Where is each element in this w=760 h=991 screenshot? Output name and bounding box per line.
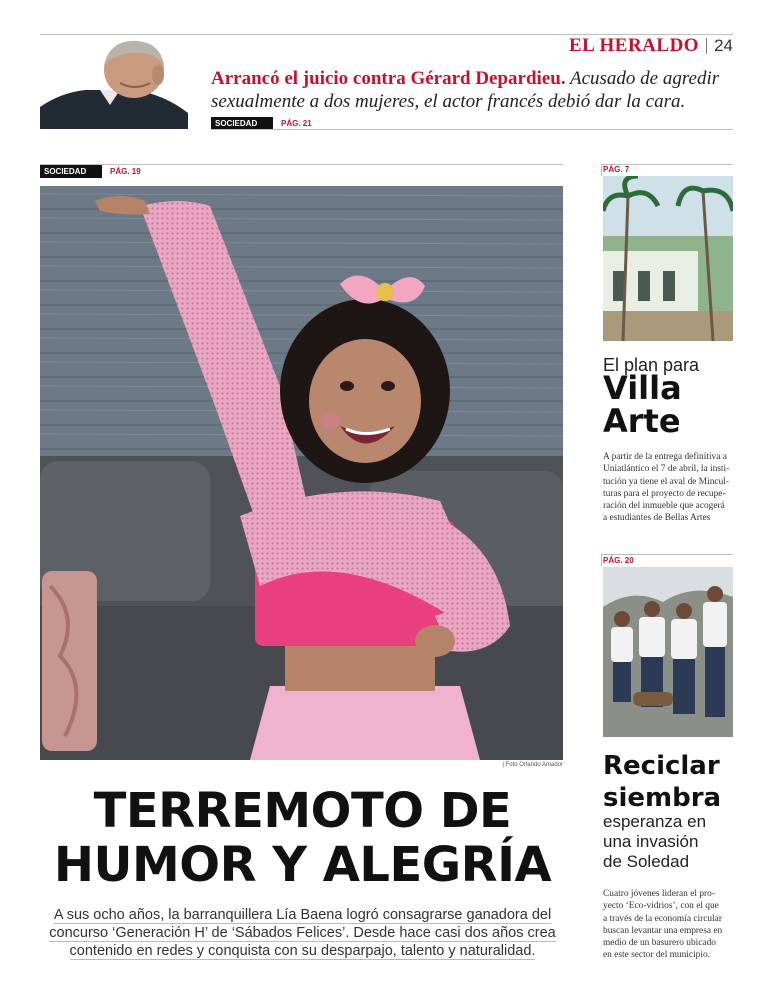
side2-body-line: yecto ‘Eco-vidrios’, con el que bbox=[603, 901, 719, 912]
teaser-tag-row bbox=[211, 117, 312, 129]
teaser-section-tag[interactable]: SOCIEDAD bbox=[211, 117, 273, 130]
side1-title[interactable] bbox=[603, 369, 682, 440]
side1-title-line-2: Arte bbox=[603, 402, 681, 440]
deck-line-3: contenido en redes y conquista con su desparpajo, talento y naturalidad. bbox=[69, 943, 536, 959]
main-section-tag[interactable]: SOCIEDAD bbox=[40, 165, 102, 178]
side2-sub-line-1: esperanza en bbox=[603, 812, 707, 831]
building-with-palms-photo-icon bbox=[603, 176, 733, 341]
side2-page-ref[interactable]: PÁG. 20 bbox=[603, 556, 634, 565]
side2-body-line: Cuatro jóvenes lideran el pro- bbox=[603, 889, 715, 899]
teaser-text[interactable] bbox=[211, 67, 736, 113]
side2-body-line: a través de la economía circular bbox=[603, 913, 722, 924]
side1-body-line: A partir de la entrega definitiva a bbox=[603, 452, 727, 462]
side1-title-line-1: Villa bbox=[603, 369, 682, 407]
teaser-headline[interactable]: Arrancó el juicio contra Gérard Depardieu. bbox=[211, 68, 566, 89]
headline-line-1: TERREMOTO DE bbox=[93, 783, 512, 839]
deck-line-2: concurso ‘Generación H’ de ‘Sábados Felices’. Desde hace casi dos años crea bbox=[49, 925, 556, 941]
side-rule-left-2 bbox=[601, 554, 602, 566]
teaser-page-ref[interactable]: PÁG. 21 bbox=[281, 118, 312, 128]
main-photo[interactable] bbox=[40, 186, 563, 760]
man-portrait-photo-icon bbox=[40, 35, 188, 129]
side1-body-line: a estudiantes de Bellas Artes bbox=[603, 513, 711, 524]
side1-body-line: ración del inmueble que acogerá bbox=[603, 501, 725, 512]
page-number: 24 bbox=[714, 36, 733, 55]
side1-page-ref[interactable]: PÁG. 7 bbox=[603, 165, 630, 174]
photo-credit: | Foto Orlando Amador bbox=[502, 762, 563, 768]
side2-sub-line-2: una invasión bbox=[603, 832, 699, 851]
main-page-ref[interactable]: PÁG. 19 bbox=[110, 166, 141, 176]
main-deck bbox=[45, 906, 560, 960]
deck-line-1: A sus ocho años, la barranquillera Lía Baena logró consagrarse ganadora del bbox=[53, 907, 552, 923]
young-men-landfill-photo-icon bbox=[603, 567, 733, 737]
masthead-separator bbox=[706, 38, 707, 54]
teaser-rule bbox=[211, 129, 733, 130]
main-tag-row bbox=[40, 165, 141, 177]
side1-body-line: Uniatlántico el 7 de abril, la insti- bbox=[603, 464, 730, 475]
side1-body-line: turas para el proyecto de recupe- bbox=[603, 488, 726, 499]
main-headline[interactable] bbox=[30, 784, 575, 892]
side2-photo[interactable] bbox=[603, 567, 733, 737]
side2-title-line-2: siembra bbox=[603, 783, 722, 813]
girl-dancing-photo-icon bbox=[40, 186, 563, 760]
side1-kicker: El plan para bbox=[603, 355, 700, 375]
side2-body-line: buscan levantar una empresa en bbox=[603, 925, 723, 936]
masthead bbox=[569, 36, 733, 56]
side2-subtitle bbox=[603, 812, 738, 872]
side-rule-left-1 bbox=[601, 164, 602, 176]
side2-title[interactable] bbox=[603, 750, 721, 814]
side2-body bbox=[603, 888, 734, 962]
teaser-deck: Acusado de agredir sexualmente a dos mujeres, el actor francés debió dar la cara. bbox=[211, 68, 720, 112]
side2-body-line: en este sector del municipio. bbox=[603, 950, 710, 961]
side1-body bbox=[603, 451, 734, 525]
headline-line-2: HUMOR Y ALEGRÍA bbox=[53, 837, 552, 893]
brand-logo: EL HERALDO bbox=[568, 35, 700, 56]
side2-sub-line-3: de Soledad bbox=[603, 852, 690, 871]
side2-title-line-1: Reciclar bbox=[603, 751, 720, 781]
side2-body-line: medio de un basurero ubicado bbox=[603, 938, 716, 949]
side1-photo[interactable] bbox=[603, 176, 733, 341]
side1-body-line: tución ya tiene el aval de Mincul- bbox=[603, 476, 729, 487]
side-rule-2 bbox=[601, 554, 733, 555]
depardieu-photo[interactable] bbox=[40, 35, 188, 129]
